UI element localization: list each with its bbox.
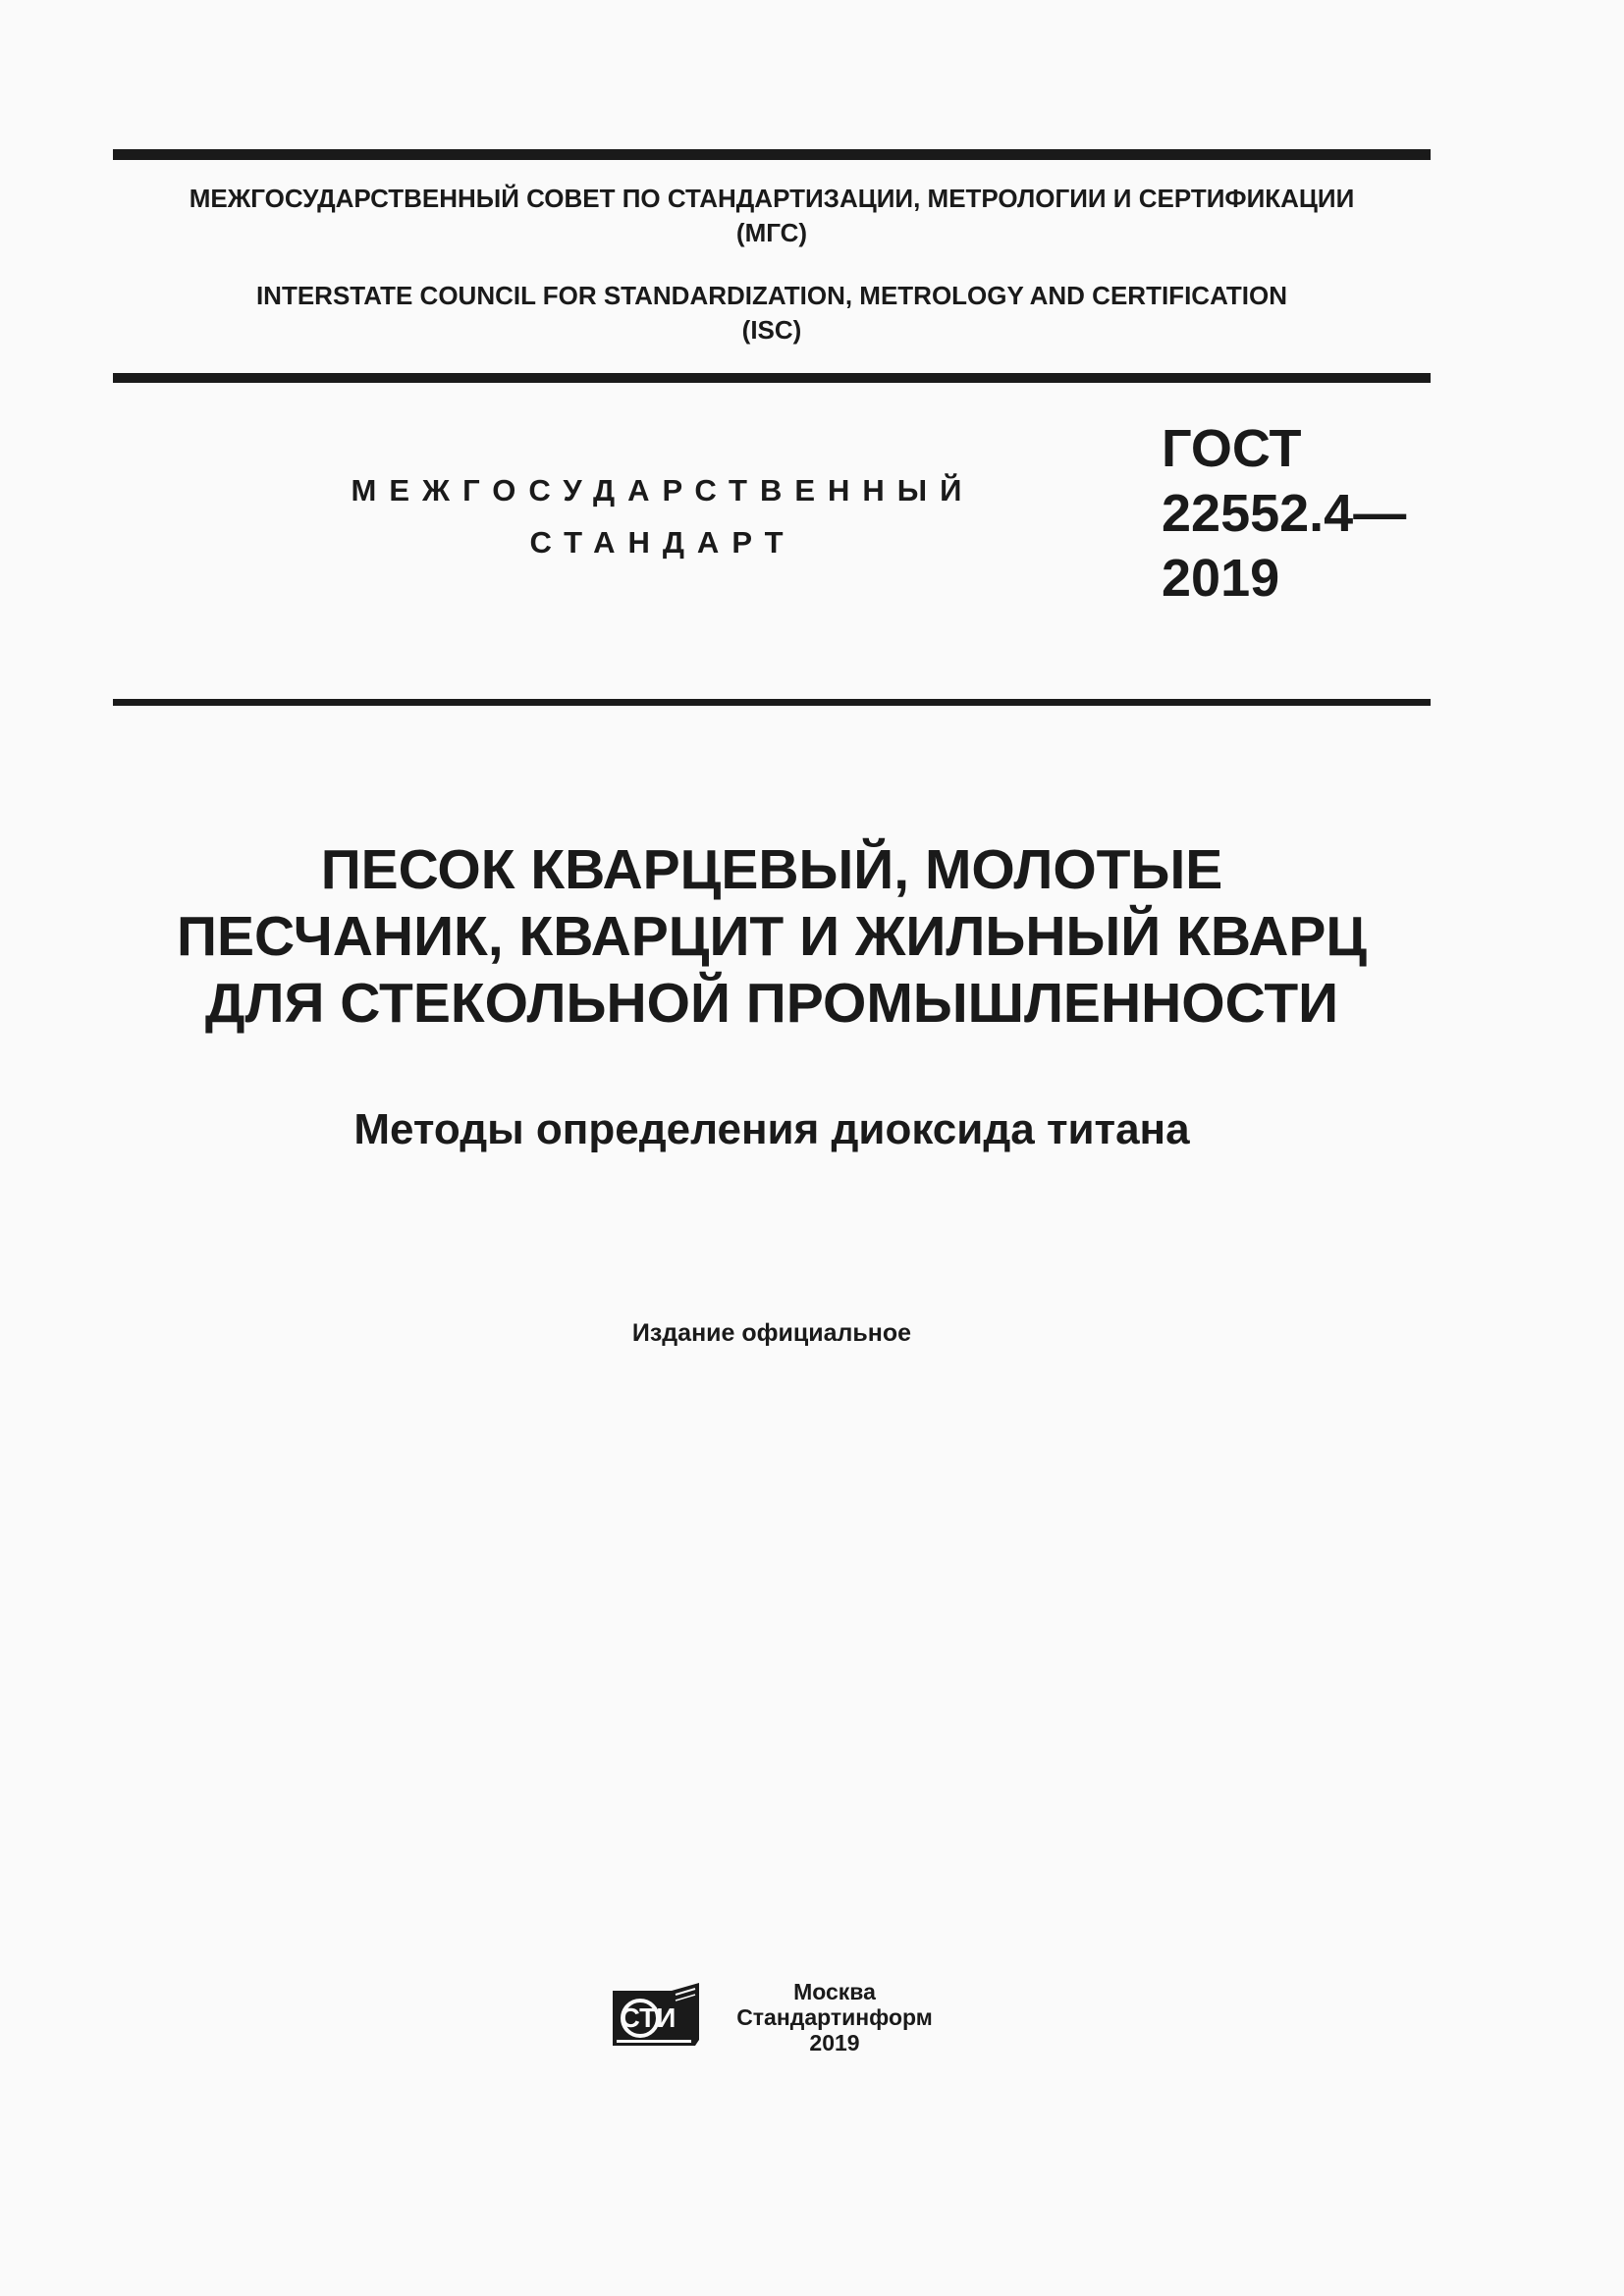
council-abbr-en: (ISC) bbox=[741, 315, 802, 345]
standartinform-logo-icon bbox=[611, 1981, 705, 2052]
publisher-city: Москва bbox=[793, 1979, 876, 2004]
bottom-divider bbox=[113, 699, 1431, 706]
publisher-year: 2019 bbox=[809, 2030, 860, 2056]
standard-type-line2: СТАНДАРТ bbox=[529, 525, 796, 560]
gost-number: 22552.4— bbox=[1162, 484, 1407, 543]
standard-type-line1: МЕЖГОСУДАРСТВЕННЫЙ bbox=[351, 473, 975, 507]
top-divider bbox=[113, 149, 1431, 160]
logo-lettering: СТИ bbox=[620, 2002, 677, 2033]
council-name-en bbox=[113, 279, 1431, 347]
gost-year: 2019 bbox=[1162, 549, 1280, 608]
publisher-name: Стандартинформ bbox=[736, 2004, 933, 2030]
document-subtitle: Методы определения диоксида титана bbox=[353, 1105, 1190, 1153]
middle-divider bbox=[113, 373, 1431, 383]
title-line3: ДЛЯ СТЕКОЛЬНОЙ ПРОМЫШЛЕННОСТИ bbox=[204, 972, 1339, 1035]
council-name-ru-text: МЕЖГОСУДАРСТВЕННЫЙ СОВЕТ ПО СТАНДАРТИЗАЦИИ, МЕТРОЛОГИИ И СЕРТИФИКАЦИИ bbox=[189, 184, 1355, 213]
council-abbr-ru: (МГС) bbox=[735, 218, 808, 247]
title-line2: ПЕСЧАНИК, КВАРЦИТ И ЖИЛЬНЫЙ КВАРЦ bbox=[176, 905, 1368, 968]
title-line1: ПЕСОК КВАРЦЕВЫЙ, МОЛОТЫЕ bbox=[320, 838, 1223, 901]
document-title bbox=[113, 836, 1431, 1037]
council-name-en-text: INTERSTATE COUNCIL FOR STANDARDIZATION, METROLOGY AND CERTIFICATION bbox=[255, 281, 1288, 310]
edition-label: Издание официальное bbox=[631, 1319, 912, 1347]
publisher-block bbox=[717, 1979, 952, 2056]
council-name-ru bbox=[113, 182, 1431, 250]
gost-prefix: ГОСТ bbox=[1162, 419, 1302, 478]
gost-designation bbox=[1162, 416, 1406, 611]
